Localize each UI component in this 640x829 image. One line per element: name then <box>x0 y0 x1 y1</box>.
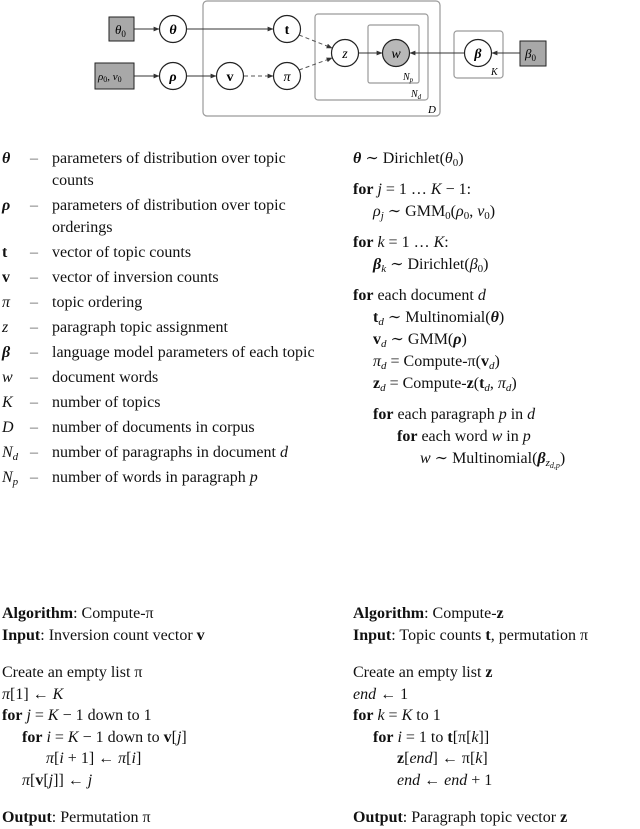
legend-desc: vector of topic counts <box>52 244 192 261</box>
gen-beta-prior: $\beta_k$ ∼ $Dirichlet(\beta_0)$ <box>373 256 489 275</box>
node-theta <box>160 16 187 43</box>
legend-desc: topic ordering <box>52 294 143 311</box>
legend-row-rho <box>2 195 322 239</box>
legend-dash: – <box>30 419 38 436</box>
svg-text:β: β <box>474 47 482 62</box>
gen-for-paragraph: for each paragraph p in d <box>373 406 536 423</box>
plate-Np-label: $N_p$ <box>403 72 414 84</box>
alg-pi-line: π[i + 1] ← π[i] <box>46 750 142 767</box>
legend-dash: – <box>30 394 38 411</box>
node-z <box>332 40 359 67</box>
plate-Nd-label: $N_d$ <box>411 89 422 101</box>
node-rho0-nu0 <box>95 63 134 89</box>
node-beta <box>465 40 492 67</box>
legend-symbol: β <box>2 344 11 361</box>
gen-t-draw: $t_d$ ∼ Multinomial(θ) <box>373 309 505 328</box>
alg-pi-line: π[v[j]] ← j <box>22 771 93 789</box>
alg-pi-line: Create an empty list π <box>2 664 143 681</box>
legend-desc: vector of inversion counts <box>52 269 219 286</box>
legend-dash: – <box>30 197 38 214</box>
legend-row-Nd <box>2 442 322 464</box>
legend-desc: parameters of distribution over topic counts <box>52 150 286 189</box>
svg-text:ρ: ρ <box>169 70 177 85</box>
legend-symbol: z <box>2 319 9 336</box>
legend-row-t <box>2 242 322 264</box>
legend-dash: – <box>30 344 38 361</box>
gen-v-draw: $v_d$ ∼ GMM(ρ) <box>373 331 467 350</box>
legend-symbol: D <box>2 419 14 436</box>
legend-desc: language model parameters of each topic <box>52 344 315 361</box>
legend-row-v <box>2 267 322 289</box>
alg-z-output: Output: Paragraph topic vector z <box>353 809 568 826</box>
svg-text:w: w <box>391 47 401 62</box>
svg-text:v: v <box>226 70 234 85</box>
node-t <box>274 16 301 43</box>
legend-desc: parameters of distribution over topic orderings <box>52 197 286 236</box>
alg-pi-line: for j = K − 1 down to 1 <box>2 707 152 724</box>
node-rho <box>160 63 187 90</box>
gen-w-draw: w ∼ $Multinomial(\beta_{zd,p})$ <box>420 450 566 470</box>
legend-row-K <box>2 392 322 414</box>
svg-text:z: z <box>342 47 348 62</box>
node-theta0 <box>109 17 134 41</box>
gen-rho-prior: $\rho_j$ ∼ $GMM_0(\rho_0$, $\nu_0$) <box>373 203 496 222</box>
plate-diagram <box>0 0 640 120</box>
legend-symbol: $N_d$ <box>2 444 19 463</box>
legend-row-theta <box>2 148 322 192</box>
svg-text:β0: $\beta_0$ <box>525 46 536 63</box>
legend-desc: document words <box>52 369 159 386</box>
legend-desc: number of topics <box>52 394 161 411</box>
legend-symbol: ρ <box>2 197 11 214</box>
alg-z-line: z[end] ← π[k] <box>397 750 488 767</box>
legend-row-z <box>2 317 322 339</box>
node-beta0 <box>520 41 546 66</box>
alg-z-line: end ← end + 1 <box>397 771 493 789</box>
algorithm-compute-pi <box>2 603 205 829</box>
gen-for-document: for each document d <box>353 287 486 304</box>
legend-dash: – <box>30 269 38 286</box>
legend-desc: number of paragraphs in document d <box>52 444 288 461</box>
legend-dash: – <box>30 469 38 486</box>
plate-D-label: D <box>428 104 436 116</box>
alg-pi-input: Input: Inversion count vector v <box>2 626 205 644</box>
legend-dash: – <box>30 319 38 336</box>
plate-K-label: K <box>491 67 498 78</box>
alg-pi-line: π[1] ← K <box>2 685 64 703</box>
gen-z-compute: $z_d$ = Compute-$z(t_d$, $\pi_d$) <box>373 375 517 394</box>
legend-row-beta <box>2 342 322 364</box>
gen-for-k: for k = 1 … K: <box>353 234 449 251</box>
gen-theta-prior: θ ∼ $Dirichlet(\theta_0)$ <box>353 150 464 169</box>
alg-z-line: for k = K to 1 <box>353 707 441 724</box>
node-w <box>383 40 410 67</box>
legend-desc: number of documents in corpus <box>52 419 255 436</box>
legend-symbol: θ <box>2 150 11 167</box>
gen-for-j: for j = 1 … K − 1: <box>353 181 472 198</box>
generative-process <box>353 148 640 470</box>
algorithm-compute-z <box>353 603 588 829</box>
gen-pi-compute: $\pi_d$ = Compute-$\pi(v_d)$ <box>373 353 500 372</box>
node-pi <box>274 63 301 90</box>
legend-row-w <box>2 367 322 389</box>
alg-pi-line: for i = K − 1 down to v[j] <box>22 728 187 746</box>
legend-symbol: $N_p$ <box>2 469 19 488</box>
node-v <box>217 63 244 90</box>
svg-text:π: π <box>283 70 291 85</box>
legend-row-pi <box>2 292 322 314</box>
svg-text:ρ0, ν0: ρ0, ν0 <box>98 71 122 84</box>
legend-desc: paragraph topic assignment <box>52 319 228 336</box>
legend-symbol: π <box>2 294 11 311</box>
legend-row-D <box>2 417 322 439</box>
alg-pi-output: Output: Permutation π <box>2 809 151 826</box>
legend-symbol: t <box>2 244 8 261</box>
svg-text:θ: θ <box>169 23 177 38</box>
svg-text:t: t <box>284 23 290 38</box>
alg-z-line: Create an empty list z <box>353 664 493 681</box>
legend-dash: – <box>30 244 38 261</box>
alg-z-line: for i = 1 to t[π[k]] <box>373 728 490 746</box>
legend-dash: – <box>30 444 38 461</box>
variable-legend <box>2 148 322 492</box>
legend-desc: number of words in paragraph p <box>52 469 258 486</box>
gen-for-word: for each word w in p <box>397 428 531 445</box>
alg-z-line: end ← 1 <box>353 685 409 703</box>
legend-row-Np <box>2 467 322 489</box>
alg-z-title: Algorithm: Compute-z <box>353 605 504 622</box>
alg-pi-title: Algorithm: Compute-π <box>2 605 154 622</box>
legend-symbol: v <box>2 269 10 286</box>
legend-symbol: w <box>2 369 13 386</box>
legend-dash: – <box>30 369 38 386</box>
legend-symbol: K <box>2 394 13 411</box>
legend-dash: – <box>30 294 38 311</box>
legend-dash: – <box>30 150 38 167</box>
alg-z-input: Input: Topic counts t, permutation π <box>353 626 589 644</box>
svg-text:θ0: $\theta_0$ <box>115 22 126 39</box>
